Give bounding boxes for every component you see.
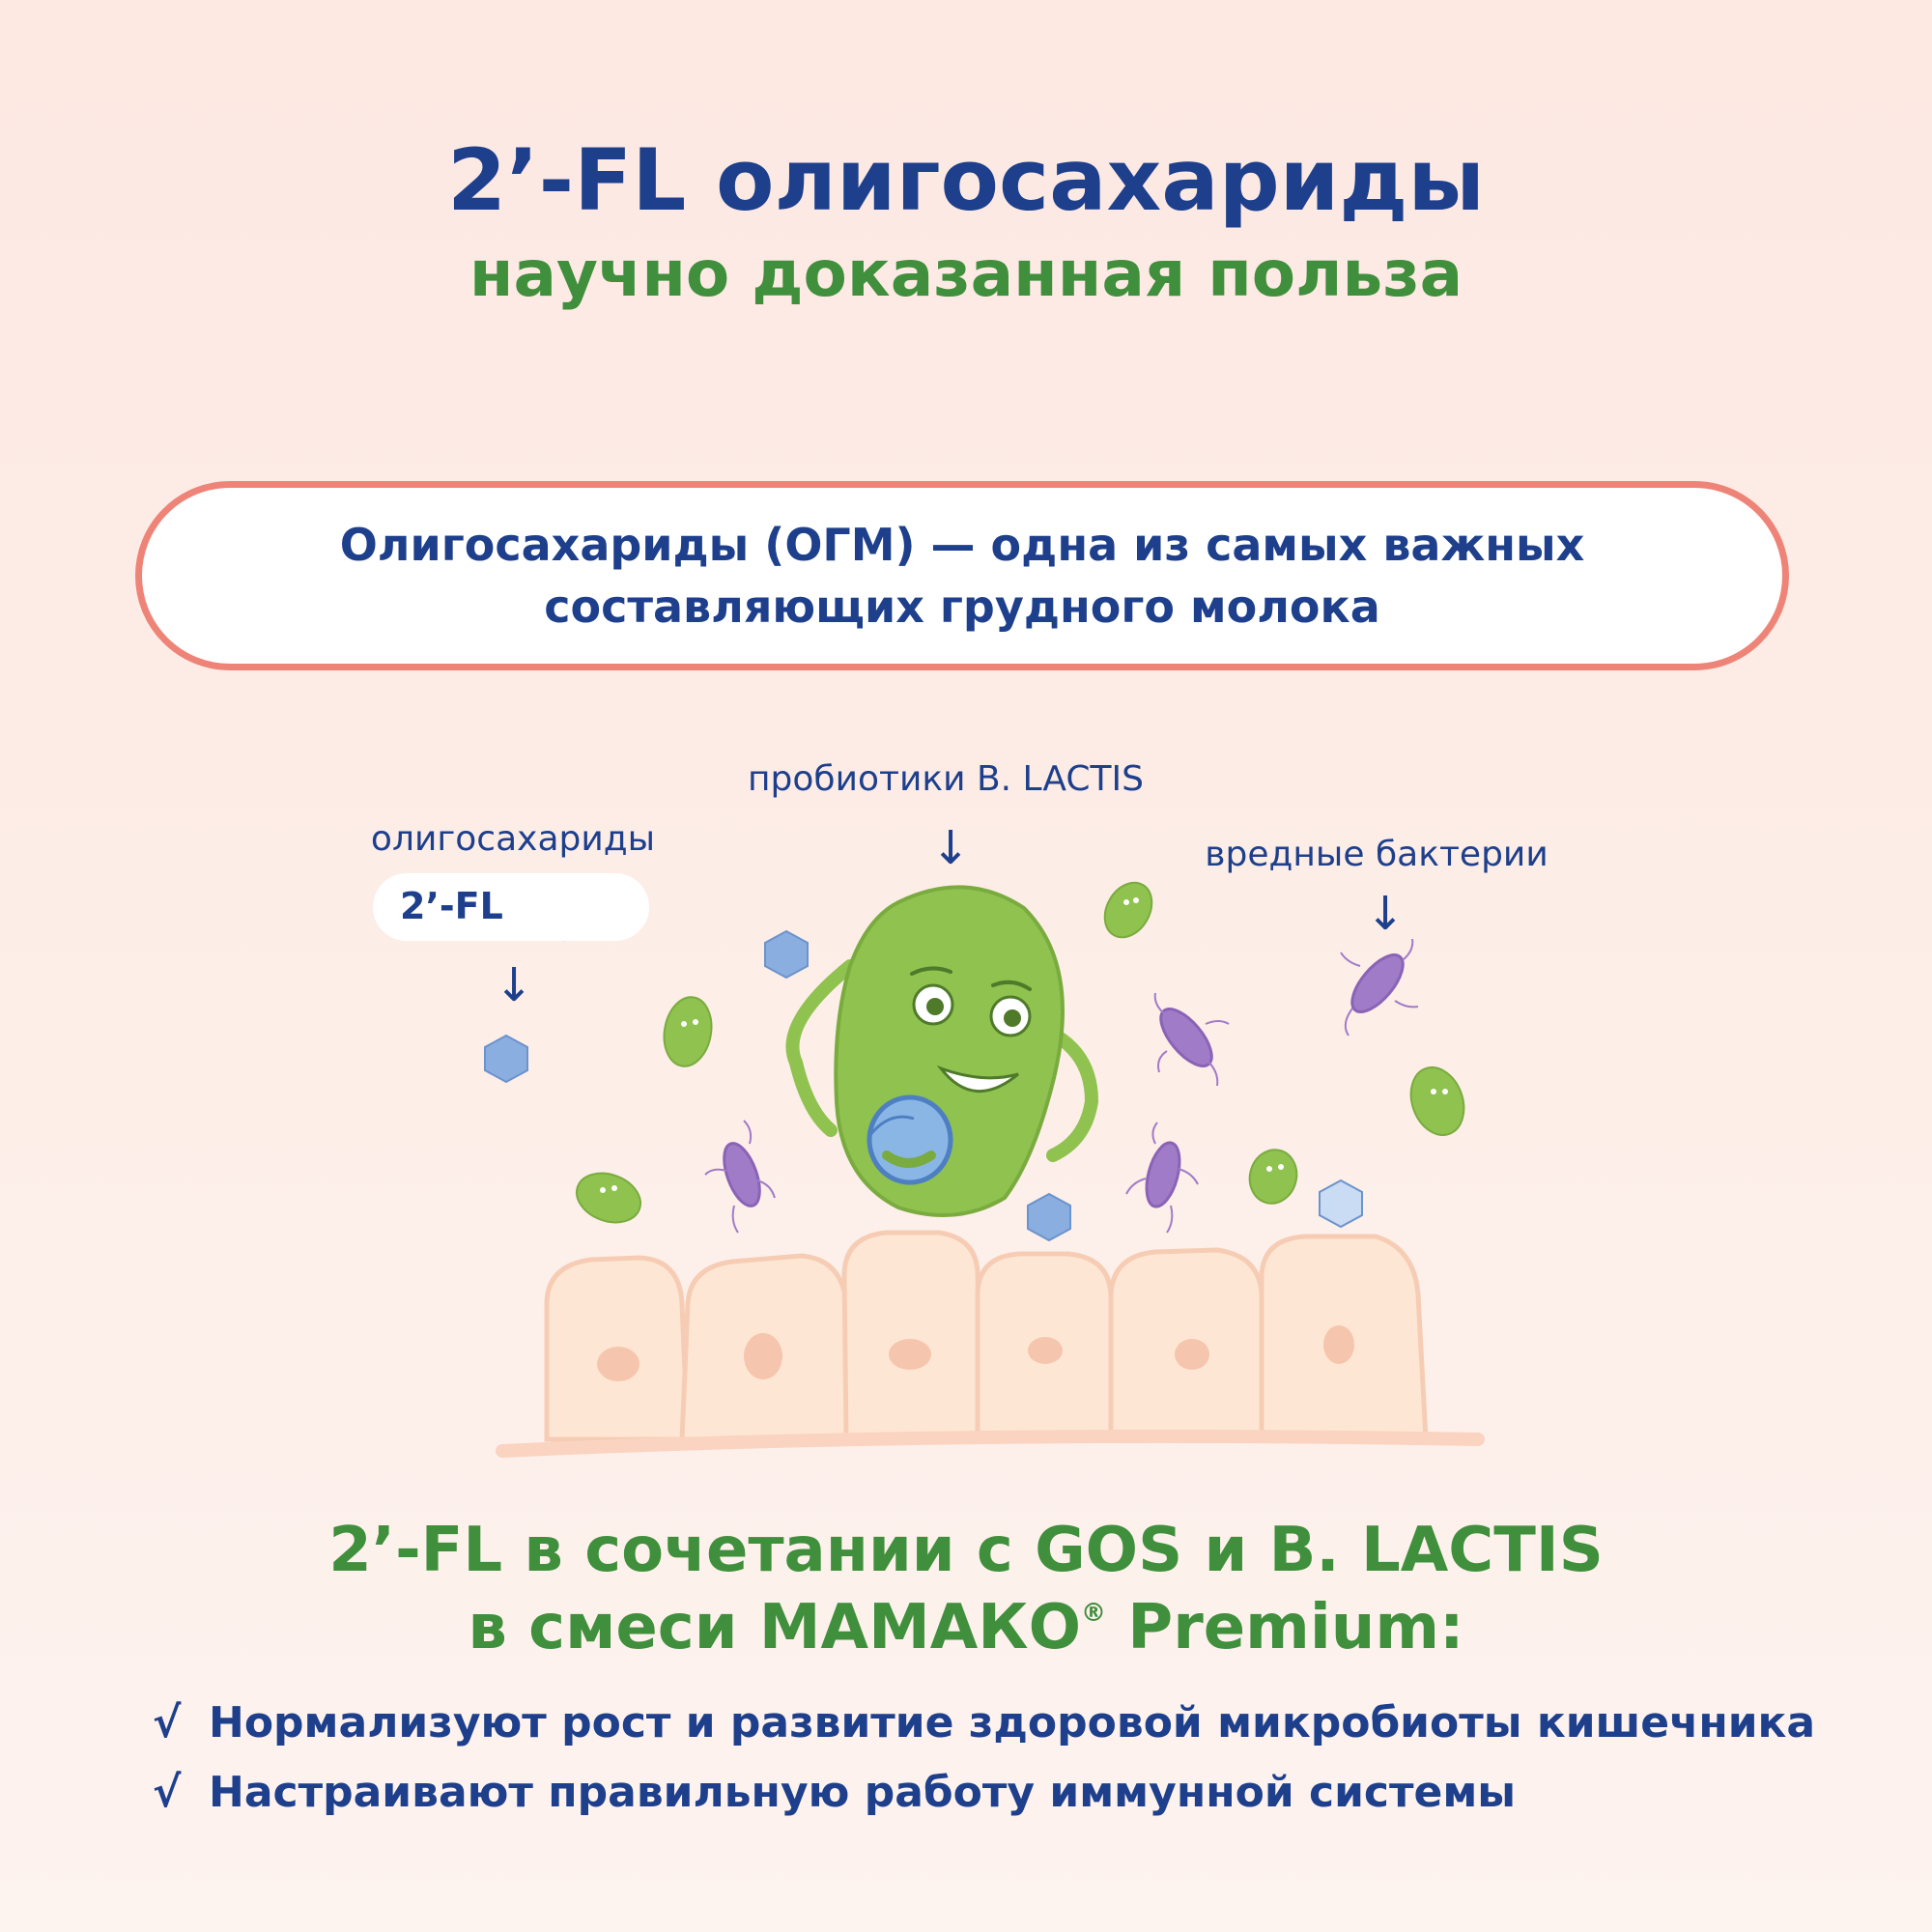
combo-line-2-suffix: Premium: bbox=[1106, 1592, 1464, 1663]
oligo-arrow-icon: ↓ bbox=[495, 958, 534, 1012]
check-icon: √ bbox=[153, 1698, 182, 1747]
check-icon: √ bbox=[153, 1768, 182, 1817]
benefit-item bbox=[153, 1698, 1815, 1747]
page-title: 2’-FL олигосахариды bbox=[446, 130, 1485, 230]
probiotic-character bbox=[792, 887, 1092, 1215]
oligo-label: олигосахариды bbox=[370, 819, 656, 859]
combo-line-1: 2’-FL в сочетании с GOS и B. LACTIS bbox=[328, 1515, 1604, 1586]
callout-line-1: Олигосахариды (ОГМ) — одна из самых важных bbox=[339, 519, 1585, 571]
combo-line-2-prefix: в смеси МАМАКО bbox=[468, 1592, 1082, 1663]
benefit-text: Настраивают правильную работу иммунной системы bbox=[209, 1768, 1517, 1817]
oligo-badge-label: 2’-FL bbox=[400, 885, 503, 927]
benefit-text: Нормализуют рост и развитие здоровой микробиоты кишечника bbox=[209, 1698, 1816, 1747]
combo-line-2 bbox=[0, 1592, 1932, 1663]
harmful-arrow-icon: ↓ bbox=[1366, 887, 1406, 941]
intestinal-cells bbox=[502, 1233, 1478, 1451]
page-subtitle: научно доказанная польза bbox=[469, 237, 1463, 311]
probiotic-arrow-icon: ↓ bbox=[931, 821, 971, 875]
harmful-bacteria-label: вредные бактерии bbox=[1205, 835, 1548, 874]
benefit-item bbox=[153, 1768, 1516, 1817]
callout-line-2: составляющих грудного молока bbox=[544, 581, 1380, 633]
oligo-badge bbox=[373, 873, 649, 941]
registered-mark: ® bbox=[1081, 1599, 1107, 1628]
probiotic-label: пробиотики B. LACTIS bbox=[747, 759, 1145, 799]
